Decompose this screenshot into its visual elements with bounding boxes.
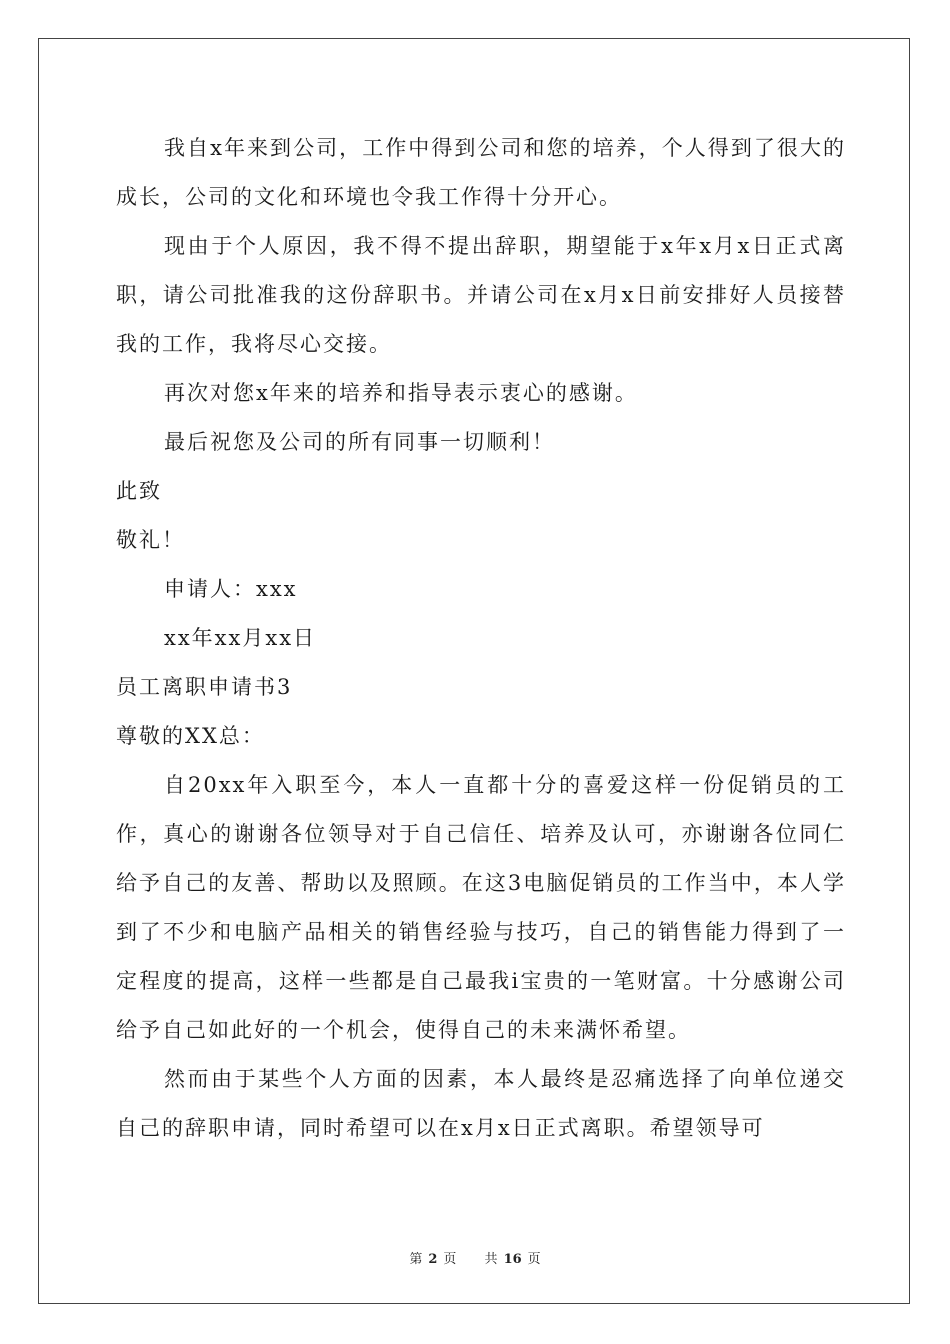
- paragraph: 自20xx年入职至今，本人一直都十分的喜爱这样一份促销员的工作，真心的谢谢各位领导对于自己信任、培养及认可，亦谢谢各位同仁给予自己的友善、帮助以及照顾。在这3电脑促销员的工作当中，本人学到了不少和电脑产品相关的销售经验与技巧，自己的销售能力得到了一定程度的提高，这样一些都是自己最我i宝贵的一笔财富。十分感谢公司给予自己如此好的一个机会，使得自己的未来满怀希望。: [116, 773, 846, 1042]
- paragraph: 然而由于某些个人方面的因素，本人最终是忍痛选择了向单位递交自己的辞职申请，同时希望可以在x月x日正式离职。希望领导可: [116, 1067, 846, 1140]
- closing-line: 敬礼！: [116, 528, 185, 552]
- page-footer: [0, 1248, 950, 1267]
- salutation: 尊敬的XX总：: [116, 724, 265, 748]
- closing-line: 此致: [116, 479, 162, 503]
- applicant-line: 申请人：xxx: [164, 577, 298, 601]
- paragraph: 我自x年来到公司，工作中得到公司和您的培养，个人得到了很大的成长，公司的文化和环境也令我工作得十分开心。: [116, 136, 846, 209]
- paragraph: 最后祝您及公司的所有同事一切顺利！: [164, 430, 555, 454]
- paragraph: 再次对您x年来的培养和指导表示衷心的感谢。: [164, 381, 638, 405]
- page-number: 第 2 页: [409, 1252, 457, 1267]
- paragraph: 现由于个人原因，我不得不提出辞职，期望能于x年x月x日正式离职，请公司批准我的这份辞职书。并请公司在x月x日前安排好人员接替我的工作，我将尽心交接。: [116, 234, 846, 356]
- document-body: [116, 124, 846, 1153]
- section-title: 员工离职申请书3: [116, 675, 293, 699]
- page-total: 共 16 页: [484, 1252, 541, 1267]
- date-line: xx年xx月xx日: [164, 626, 317, 650]
